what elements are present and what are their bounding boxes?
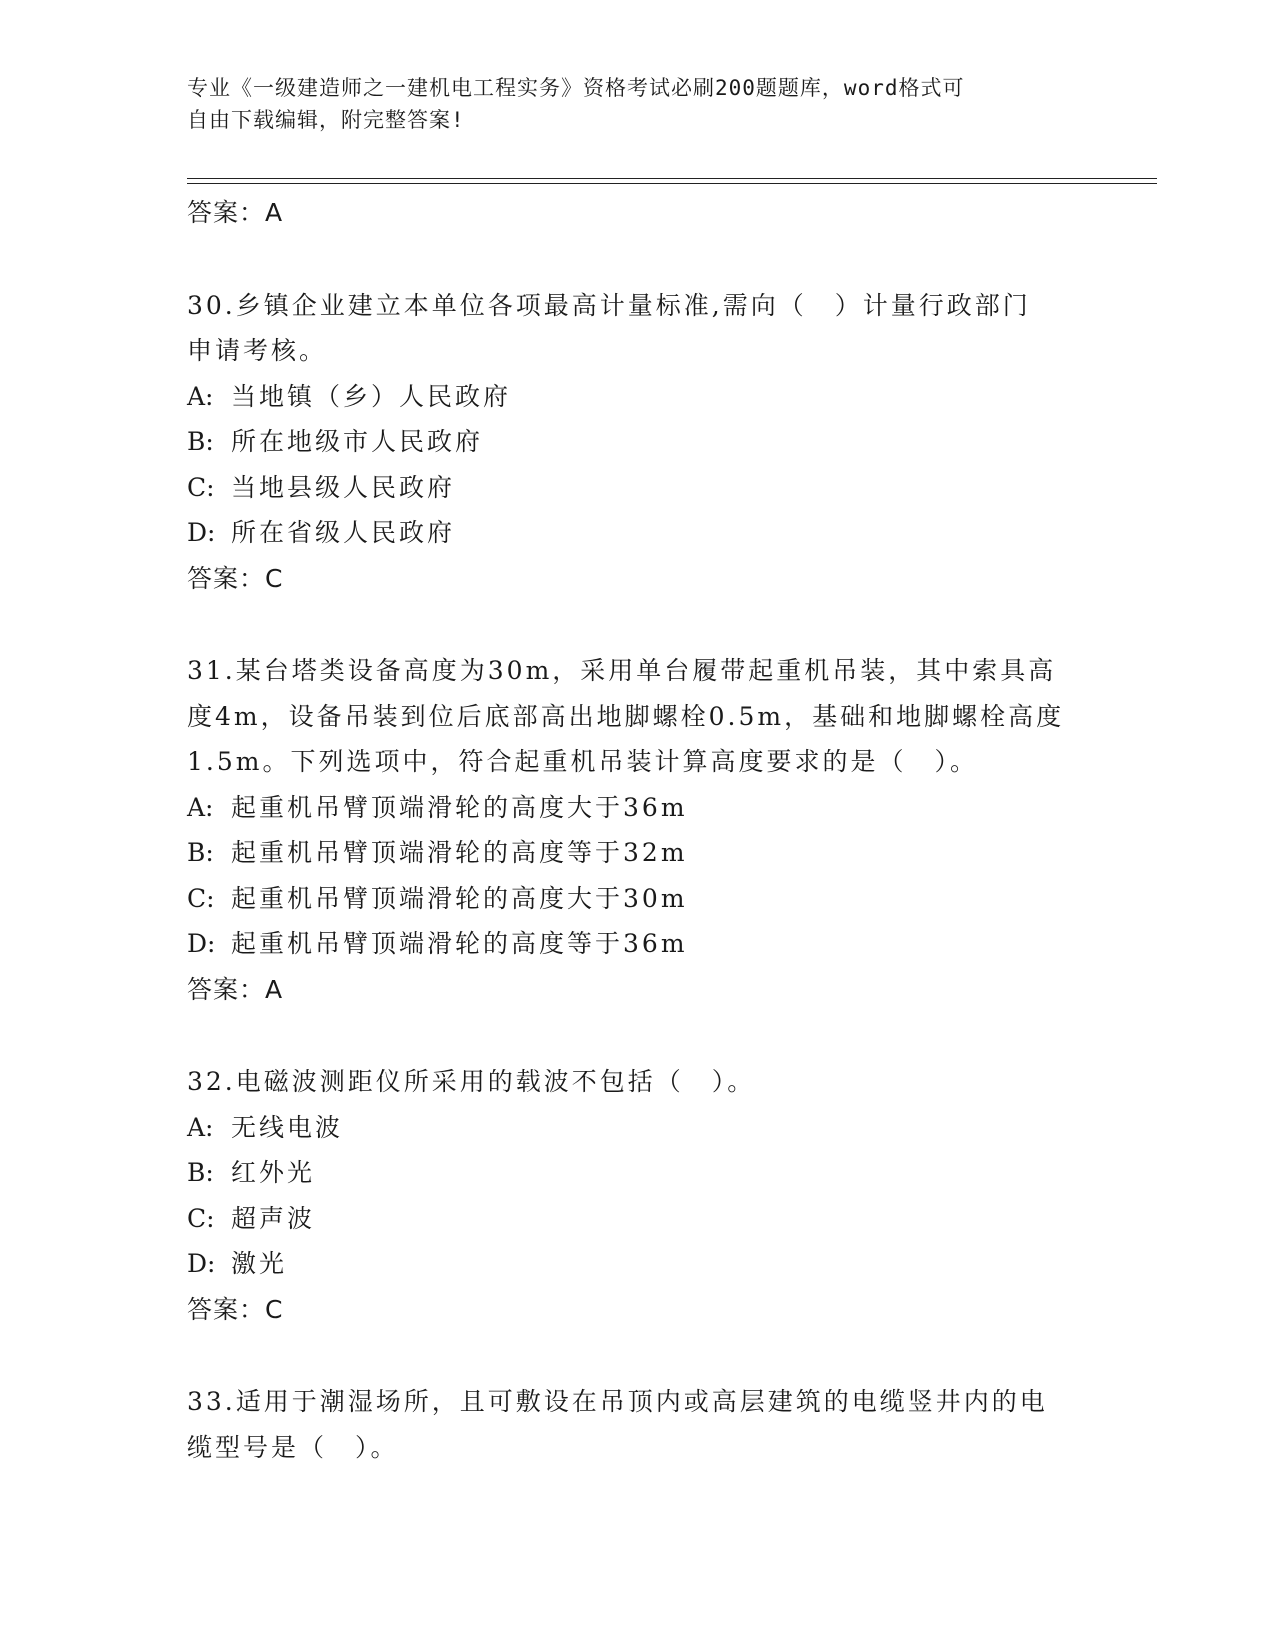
option-b xyxy=(187,830,1087,876)
option-text: 所在省级人民政府 xyxy=(231,518,456,547)
option-letter: C: xyxy=(187,883,215,913)
option-a xyxy=(187,1105,1087,1151)
option-letter: B: xyxy=(187,1158,214,1187)
question-list xyxy=(187,190,1087,1470)
answer-line: 答案：C xyxy=(187,563,284,593)
header-line: 自由下载编辑，附完整答案! xyxy=(187,108,465,132)
option-d xyxy=(187,510,1087,556)
header-line: 专业《一级建造师之一建机电工程实务》资格考试必刷200题题库，word格式可 xyxy=(187,76,965,100)
option-letter: A: xyxy=(187,1112,214,1142)
option-a xyxy=(187,785,1087,831)
answer-line: 答案：A xyxy=(187,198,284,227)
option-text: 红外光 xyxy=(231,1158,316,1187)
spacer xyxy=(187,1332,1087,1379)
question-text: 31.某台塔类设备高度为30m，采用单台履带起重机吊装，其中索具高 xyxy=(187,656,1057,685)
option-d xyxy=(187,921,1087,967)
option-letter: A: xyxy=(187,381,214,411)
option-c xyxy=(187,465,1087,511)
option-letter: D: xyxy=(187,929,216,958)
option-text: 起重机吊臂顶端滑轮的高度大于30m xyxy=(231,883,688,913)
option-text: 激光 xyxy=(231,1249,288,1278)
option-c xyxy=(187,1196,1087,1242)
question-text: 33.适用于潮湿场所，且可敷设在吊顶内或高层建筑的电缆竖井内的电 xyxy=(187,1387,1048,1416)
header-divider xyxy=(187,178,1157,179)
question-30 xyxy=(187,283,1087,602)
spacer xyxy=(187,1012,1087,1059)
option-letter: C: xyxy=(187,1203,215,1233)
question-text: 1.5m。下列选项中，符合起重机吊装计算高度要求的是（ ）。 xyxy=(187,747,978,776)
question-text: 缆型号是（ ）。 xyxy=(187,1432,399,1462)
question-32 xyxy=(187,1059,1087,1332)
question-text: 申请考核。 xyxy=(187,336,328,365)
option-text: 所在地级市人民政府 xyxy=(231,427,484,456)
option-a xyxy=(187,374,1087,420)
option-text: 起重机吊臂顶端滑轮的高度大于36m xyxy=(231,792,688,822)
answer-line: 答案：C xyxy=(187,1294,284,1324)
option-letter: A: xyxy=(187,792,214,822)
option-letter: B: xyxy=(187,838,214,867)
option-text: 当地县级人民政府 xyxy=(231,472,456,502)
option-text: 当地镇（乡）人民政府 xyxy=(231,381,512,411)
option-b xyxy=(187,419,1087,465)
option-text: 起重机吊臂顶端滑轮的高度等于36m xyxy=(231,929,688,958)
header-divider xyxy=(187,183,1157,184)
spacer xyxy=(187,236,1087,283)
option-text: 超声波 xyxy=(231,1203,316,1233)
answer-line: 答案：A xyxy=(187,974,284,1004)
option-b xyxy=(187,1150,1087,1196)
option-letter: C: xyxy=(187,472,215,502)
option-text: 起重机吊臂顶端滑轮的高度等于32m xyxy=(231,838,688,867)
option-d xyxy=(187,1241,1087,1287)
option-c xyxy=(187,876,1087,922)
option-letter: B: xyxy=(187,427,214,456)
spacer xyxy=(187,601,1087,648)
question-31 xyxy=(187,648,1087,1012)
question-text: 30.乡镇企业建立本单位各项最高计量标准,需向（ ）计量行政部门 xyxy=(187,290,1031,320)
page-header xyxy=(187,72,1067,136)
option-letter: D: xyxy=(187,518,216,547)
question-text: 32.电磁波测距仪所采用的载波不包括（ ）。 xyxy=(187,1067,756,1096)
question-33 xyxy=(187,1379,1087,1470)
option-text: 无线电波 xyxy=(231,1112,344,1142)
question-text: 度4m，设备吊装到位后底部高出地脚螺栓0.5m，基础和地脚螺栓高度 xyxy=(187,701,1065,731)
option-letter: D: xyxy=(187,1249,216,1278)
